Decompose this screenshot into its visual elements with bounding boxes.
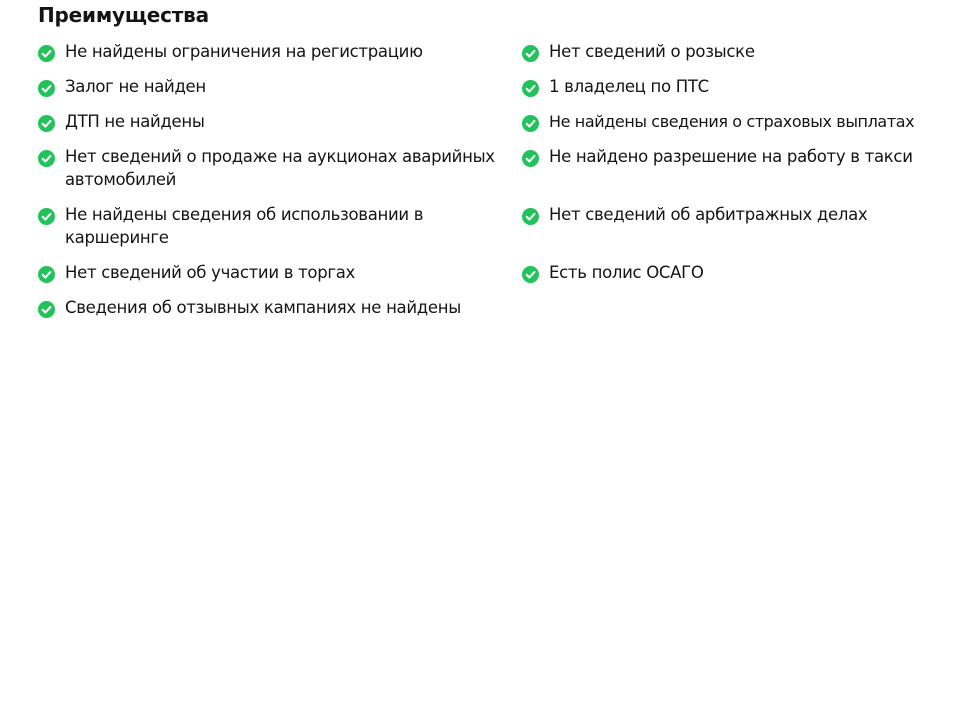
advantage-label: Не найдено разрешение на работу в такси [549,147,913,166]
advantage-item [38,75,508,99]
check-circle-icon [38,45,55,62]
check-circle-icon [522,266,539,283]
advantage-label: Не найдены сведения об использовании в каршеринге [65,205,424,247]
advantage-item [38,110,508,134]
advantage-label: Не найдены ограничения на регистрацию [65,42,423,61]
check-circle-icon [38,80,55,97]
advantage-item [38,40,508,64]
advantage-item [522,75,948,99]
check-circle-icon [38,301,55,318]
advantage-item [522,145,948,192]
check-circle-icon [522,45,539,62]
check-circle-icon [38,208,55,225]
check-circle-icon [38,266,55,283]
advantage-label: Залог не найден [65,77,206,96]
advantage-item [522,203,948,250]
advantage-item [38,145,508,192]
advantage-label: 1 владелец по ПТС [549,77,709,96]
check-circle-icon [522,150,539,167]
check-circle-icon [522,80,539,97]
advantage-label: Есть полис ОСАГО [549,263,704,282]
advantage-label: Нет сведений об арбитражных делах [549,205,868,224]
advantage-label: Нет сведений об участии в торгах [65,263,356,282]
advantages-left-column [38,40,508,331]
advantage-label: Не найдены сведения о страховых выплатах [549,112,915,131]
advantage-item [38,296,508,320]
advantage-label: ДТП не найдены [65,112,205,131]
section-title: Преимущества [38,3,209,27]
advantage-label: Нет сведений о розыске [549,42,755,61]
advantage-item [522,261,948,285]
advantage-item [522,110,948,134]
check-circle-icon [522,208,539,225]
check-circle-icon [38,115,55,132]
advantages-right-column [522,40,948,296]
advantage-item [38,203,508,250]
advantage-item [38,261,508,285]
advantage-item [522,40,948,64]
advantage-label: Нет сведений о продаже на аукционах аварийных автомобилей [65,147,495,189]
check-circle-icon [38,150,55,167]
check-circle-icon [522,115,539,132]
advantage-label: Сведения об отзывных кампаниях не найдены [65,298,461,317]
